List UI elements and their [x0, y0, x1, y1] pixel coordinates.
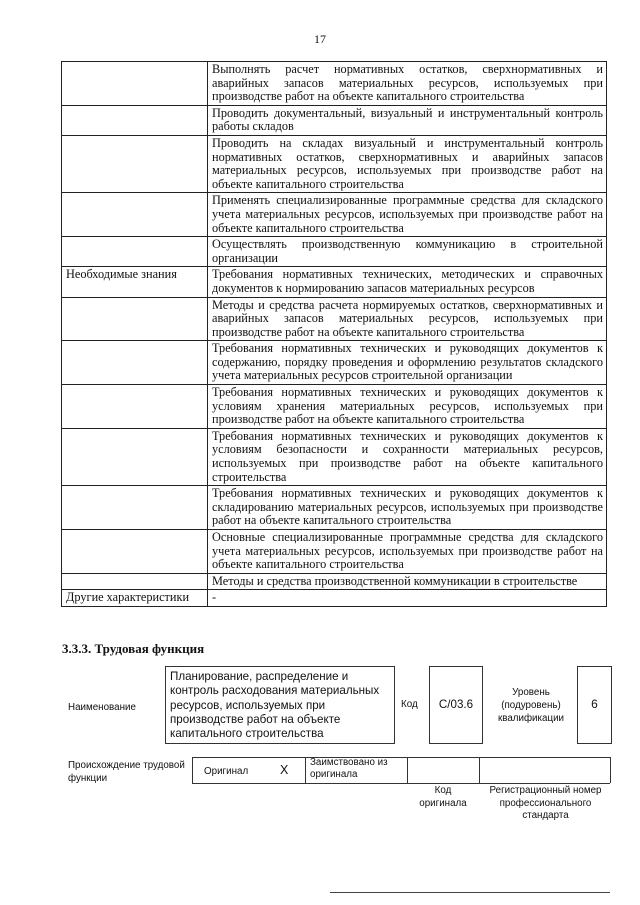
row-category: Необходимые знания	[62, 267, 208, 297]
row-category	[62, 341, 208, 385]
original-label: Оригинал	[204, 766, 249, 777]
origin-divider	[192, 757, 193, 783]
row-category	[62, 135, 208, 192]
row-category	[62, 62, 208, 106]
page-number: 17	[314, 32, 326, 46]
row-category	[62, 573, 208, 590]
table-row	[62, 530, 607, 574]
table-row	[62, 341, 607, 385]
row-text: Требования нормативных технических, методических и справочных документов к нормированию запасов материальных ресурсов	[208, 267, 607, 297]
row-text: Проводить документальный, визуальный и инструментальный контроль работы складов	[208, 105, 607, 135]
origin-divider	[407, 757, 408, 783]
table-row	[62, 486, 607, 530]
row-category	[62, 237, 208, 267]
row-text: Требования нормативных технических и руководящих документов к условиям хранения материальных ресурсов, используемых при производстве работ на объекте капитального строительства	[208, 385, 607, 429]
footer-line	[330, 892, 610, 893]
code-value: C/03.6	[438, 698, 474, 711]
table-row	[62, 193, 607, 237]
origin-divider	[610, 757, 611, 783]
row-text: Требования нормативных технических и руководящих документов к складированию материальных ресурсов, используемых при производстве работ на объекте капитального строительства	[208, 486, 607, 530]
row-category	[62, 428, 208, 485]
borrowed-label: Заимствовано из оригинала	[310, 757, 388, 780]
level-label: Уровень (подуровень) квалификации	[497, 687, 565, 724]
row-text: Основные специализированные программные средства для складского учета материальных ресурсов, используемых при производстве работ на объекте капитального строительства	[208, 530, 607, 574]
table-row	[62, 105, 607, 135]
row-category: Другие характеристики	[62, 590, 208, 607]
table-row	[62, 590, 607, 607]
row-category	[62, 105, 208, 135]
table-row	[62, 573, 607, 590]
row-text: Методы и средства расчета нормируемых остатков, сверхнормативных и аварийных запасов материальных ресурсов, используемых при производстве работ на объекте капитального строительства	[208, 297, 607, 341]
row-text: Проводить на складах визуальный и инструментальный контроль нормативных остатков, сверхнормативных и аварийных запасов материальных ресурсов, используемых при производстве работ на объекте капитального строительства	[208, 135, 607, 192]
table-row	[62, 297, 607, 341]
table-row	[62, 62, 607, 106]
row-text: Выполнять расчет нормативных остатков, сверхнормативных и аварийных запасов материальных ресурсов, используемых при производстве работ на объекте капитального строительства	[208, 62, 607, 106]
origin-label: Происхождение трудовой функции	[68, 760, 185, 784]
code-original-caption: Код оригинала	[419, 785, 467, 809]
row-text: Применять специализированные программные средства для складского учета материальных ресурсов, используемых при производстве работ на объекте капитального строительства	[208, 193, 607, 237]
row-category	[62, 530, 208, 574]
table-row	[62, 267, 607, 297]
row-category	[62, 486, 208, 530]
row-text: Осуществлять производственную коммуникацию в строительной организации	[208, 237, 607, 267]
row-category	[62, 297, 208, 341]
table-row	[62, 237, 607, 267]
level-value: 6	[591, 697, 598, 711]
row-text: Требования нормативных технических и руководящих документов к содержанию, порядку проведения и оформлению результатов складского учета материальных ресурсов строительной организации	[208, 341, 607, 385]
row-text: Методы и средства производственной коммуникации в строительстве	[208, 573, 607, 590]
original-mark: X	[280, 763, 289, 777]
code-label: Код	[401, 699, 418, 710]
row-text: -	[208, 590, 607, 607]
table-row	[62, 135, 607, 192]
function-name: Планирование, распределение и контроль расходования материальных ресурсов, используемых при производстве работ на объекте капитального строительства	[170, 670, 380, 741]
section-title: 3.3.3. Трудовая функция	[62, 641, 205, 656]
registration-number-caption: Регистрационный номер профессионального стандарта	[489, 785, 602, 821]
row-category	[62, 385, 208, 429]
origin-divider	[479, 757, 480, 783]
table-row	[62, 428, 607, 485]
skills-table	[61, 61, 607, 607]
row-category	[62, 193, 208, 237]
table-row	[62, 385, 607, 429]
name-label: Наименование	[68, 702, 136, 713]
row-text: Требования нормативных технических и руководящих документов к условиям безопасности и сохранности материальных ресурсов, используемых при производстве работ на объекте капитального строительства	[208, 428, 607, 485]
origin-divider	[305, 757, 306, 783]
